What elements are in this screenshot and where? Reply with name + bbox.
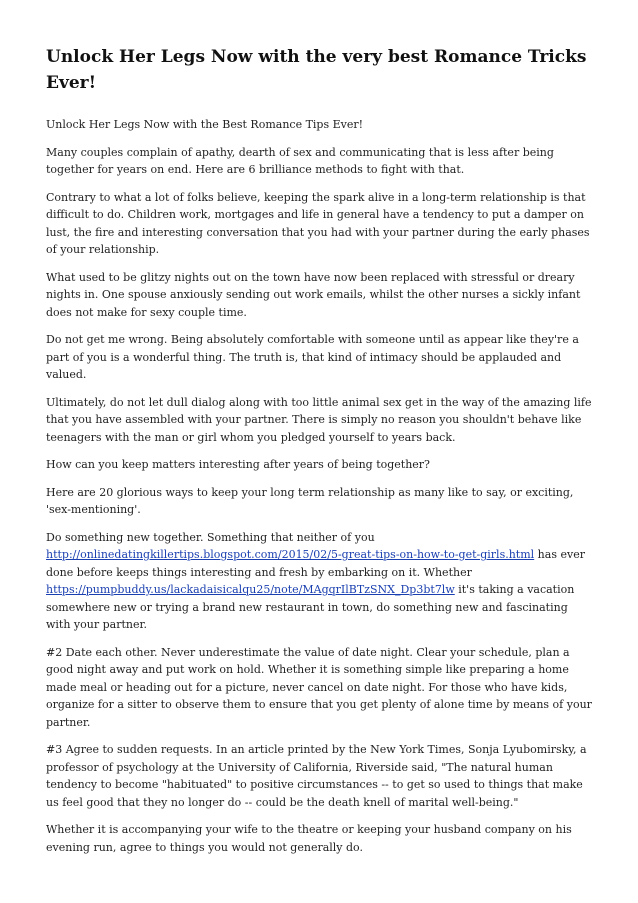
paragraph-text: has ever done before keeps things interesting and fresh by embarking on it. Whether: [46, 548, 585, 579]
paragraph: Do not get me wrong. Being absolutely comfortable with someone until as appear like they're a part of you is a wonderful thing. The truth is, that kind of intimacy should be applauded and valued.: [46, 333, 579, 381]
pumpbuddy-link[interactable]: https://pumpbuddy.us/lackadaisicalqu25/note/MAgqrIlBTzSNX_Dp3bt7lw: [46, 583, 455, 596]
paragraph-text: it's taking a vacation somewhere new or trying a brand new restaurant in town, do something new and fascinating with your partner.: [46, 583, 575, 631]
paragraph: Contrary to what a lot of folks believe, keeping the spark alive in a long-term relationship is that difficult to do. Children work, mortgages and life in general have a tendency to put a damper on lust, the fire and interesting conversation that you had with your partner during the early phases of your relationship.: [46, 190, 590, 256]
paragraph: #3 Agree to sudden requests. In an article printed by the New York Times, Sonja Lyubomirsky, a professor of psychology at the University of California, Riverside said, "The natural human tendency to become "habituated" to positive circumstances -- to get so used to things that make us feel good that they no longer do -- could be the death knell of marital well-being.": [46, 743, 587, 809]
paragraph: Ultimately, do not let dull dialog along with too little animal sex get in the way of the amazing life that you have assembled with your partner. There is simply no reason you shouldn't behave like teenagers with the man or girl whom you pledged yourself to years back.: [46, 395, 592, 444]
paragraph: Whether it is accompanying your wife to the theatre or keeping your husband company on his evening run, agree to things you would not generally do.: [46, 823, 572, 854]
paragraph-text: Do something new together. Something that neither of you: [46, 530, 375, 544]
document-title: Unlock Her Legs Now with the very best Romance Tricks Ever!: [46, 47, 587, 93]
paragraph: Here are 20 glorious ways to keep your long term relationship as many like to say, or exciting, 'sex-mentioning'.: [46, 485, 574, 516]
paragraph: What used to be glitzy nights out on the town have now been replaced with stressful or dreary nights in. One spouse anxiously sending out work emails, whilst the other nurses a sickly infant does not make for sexy couple time.: [46, 270, 581, 319]
blogspot-link[interactable]: http://onlinedatingkillertips.blogspot.com/2015/02/5-great-tips-on-how-to-get-girls.html: [46, 548, 535, 561]
paragraph: #2 Date each other. Never underestimate the value of date night. Clear your schedule, plan a good night away and put work on hold. Whether it is something simple like preparing a home made meal or heading out for a picture, never cancel on date night. For those who have kids, organize for a sitter to observe them to ensure that you get plenty of alone time by means of your partner.: [46, 645, 592, 729]
paragraph-with-links: [46, 529, 592, 634]
paragraph: Unlock Her Legs Now with the Best Romance Tips Ever!: [46, 118, 364, 131]
paragraph: Many couples complain of apathy, dearth of sex and communicating that is less after being together for years on end. Here are 6 brilliance methods to fight with that.: [46, 145, 554, 176]
paragraph: How can you keep matters interesting after years of being together?: [46, 458, 430, 471]
